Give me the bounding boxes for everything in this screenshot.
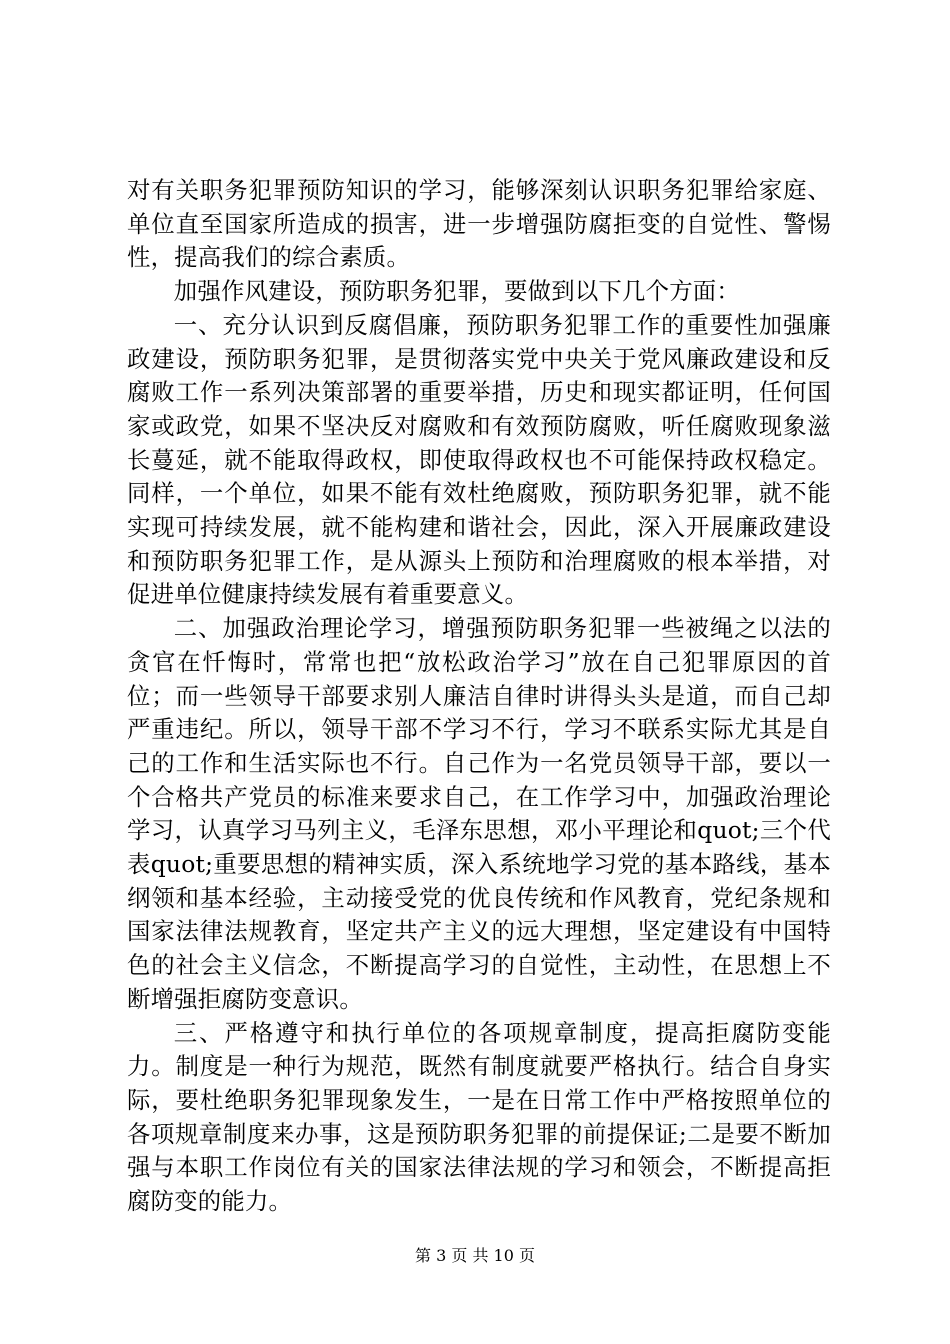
paragraph-intro: 对有关职务犯罪预防知识的学习，能够深刻认识职务犯罪给家庭、单位直至国家所造成的损害，进一步增强防腐拒变的自觉性、警惕性，提高我们的综合素质。 bbox=[127, 176, 831, 272]
paragraph-lead: 加强作风建设，预防职务犯罪，要做到以下几个方面： bbox=[173, 277, 740, 306]
document-body bbox=[127, 174, 831, 1219]
page-number-footer: 第 3 页 共 10 页 bbox=[415, 1246, 535, 1265]
paragraph-point-two: 二、加强政治理论学习，增强预防职务犯罪一些被绳之以法的贪官在忏悔时，常常也把“放松政治学习”放在自己犯罪原因的首位；而一些领导干部要求别人廉洁自律时讲得头头是道，而自己却严重违纪。所以，领导干部不学习不行，学习不联系实际尤其是自己的工作和生活实际也不行。自己作为一名党员领导干部，要以一个合格共产党员的标准来要求自己，在工作学习中，加强政治理论学习，认真学习马列主义，毛泽东思想，邓小平理论和quot;三个代表quot;重要思想的精神实质，深入系统地学习党的基本路线，基本纲领和基本经验，主动接受党的优良传统和作风教育，党纪条规和国家法律法规教育，坚定共产主义的远大理想，坚定建设有中国特色的社会主义信念，不断提高学习的自觉性，主动性，在思想上不断增强拒腐防变意识。 bbox=[127, 614, 831, 1013]
paragraph-point-one: 一、充分认识到反腐倡廉，预防职务犯罪工作的重要性加强廉政建设，预防职务犯罪，是贯彻落实党中央关于党风廉政建设和反腐败工作一系列决策部署的重要举措，历史和现实都证明，任何国家或政党，如果不坚决反对腐败和有效预防腐败，听任腐败现象滋长蔓延，就不能取得政权，即使取得政权也不可能保持政权稳定。同样，一个单位，如果不能有效杜绝腐败，预防职务犯罪，就不能实现可持续发展，就不能构建和谐社会，因此，深入开展廉政建设和预防职务犯罪工作，是从源头上预防和治理腐败的根本举措，对促进单位健康持续发展有着重要意义。 bbox=[127, 310, 831, 609]
paragraph-point-three: 三、严格遵守和执行单位的各项规章制度，提高拒腐防变能力。制度是一种行为规范，既然有制度就要严格执行。结合自身实际，要杜绝职务犯罪现象发生，一是在日常工作中严格按照单位的各项规章制度来办事，这是预防职务犯罪的前提保证;二是要不断加强与本职工作岗位有关的国家法律法规的学习和领会，不断提高拒腐防变的能力。 bbox=[127, 1018, 831, 1216]
